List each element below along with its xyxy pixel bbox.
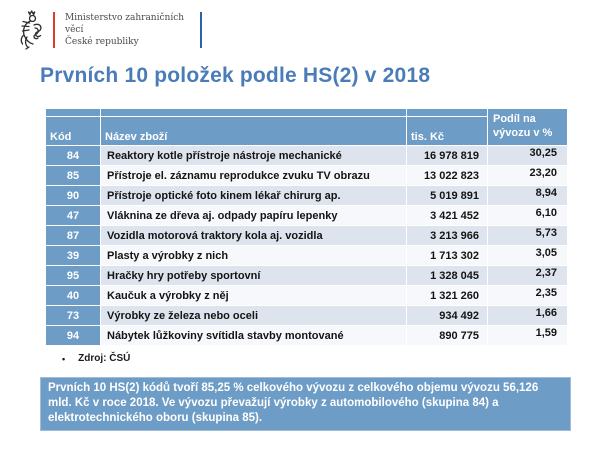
row-value-cell: 16 978 819 xyxy=(407,146,488,166)
table-row xyxy=(46,246,568,266)
column-header-share: Podíl na vývozu v % xyxy=(488,109,568,146)
table-row xyxy=(46,146,568,166)
row-value-cell: 1 713 302 xyxy=(407,246,488,266)
header-band-spacer xyxy=(46,109,101,117)
ministry-name xyxy=(65,12,192,48)
row-value-cell: 934 492 xyxy=(407,306,488,326)
header-band-spacer xyxy=(101,109,407,117)
table-row xyxy=(46,306,568,326)
row-name-cell: Reaktory kotle přístroje nástroje mechanické xyxy=(101,146,407,166)
row-code-cell: 40 xyxy=(46,286,101,306)
ministry-name-line2: České republiky xyxy=(65,37,139,47)
row-code-cell: 95 xyxy=(46,266,101,286)
ministry-logo-block xyxy=(14,9,202,51)
row-name-cell: Kaučuk a výrobky z něj xyxy=(101,286,407,306)
row-value-cell: 890 775 xyxy=(407,326,488,346)
row-code-cell: 84 xyxy=(46,146,101,166)
row-name-cell: Přístroje optické foto kinem lékař chirurg ap. xyxy=(101,186,407,206)
row-value-cell: 3 213 966 xyxy=(407,226,488,246)
row-share-cell: 1,66 xyxy=(488,306,568,326)
table-row xyxy=(46,266,568,286)
table-row xyxy=(46,326,568,346)
ministry-name-line1: Ministerstvo zahraničních věcí xyxy=(65,13,185,35)
row-value-cell: 5 019 891 xyxy=(407,186,488,206)
source-label: Zdroj: ČSÚ xyxy=(78,353,131,364)
page-title: Prvních 10 položek podle HS(2) v 2018 xyxy=(40,64,431,87)
column-header-code: Kód xyxy=(46,117,101,146)
hs2-table-wrap xyxy=(45,108,568,346)
row-name-cell: Hračky hry potřeby sportovní xyxy=(101,266,407,286)
row-name-cell: Výrobky ze železa nebo oceli xyxy=(101,306,407,326)
table-row xyxy=(46,186,568,206)
row-share-cell: 2,37 xyxy=(488,266,568,286)
row-share-cell: 5,73 xyxy=(488,226,568,246)
row-name-cell: Nábytek lůžkoviny svítidla stavby montované xyxy=(101,326,407,346)
row-value-cell: 1 321 260 xyxy=(407,286,488,306)
row-code-cell: 94 xyxy=(46,326,101,346)
logo-red-bar xyxy=(53,12,55,48)
row-share-cell: 3,05 xyxy=(488,246,568,266)
row-code-cell: 90 xyxy=(46,186,101,206)
row-share-cell: 1,59 xyxy=(488,326,568,346)
row-code-cell: 39 xyxy=(46,246,101,266)
bullet-icon: • xyxy=(62,353,66,364)
row-name-cell: Plasty a výrobky z nich xyxy=(101,246,407,266)
footer-note-box: Prvních 10 HS(2) kódů tvoří 85,25 % celkového vývozu z celkového objemu vývozu 56,126 mld. Kč v roce 2018. Ve vývozu převažují výrobky z automobilového (skupina 84) a elektrotechnického oboru (skupina 85). xyxy=(40,377,571,431)
row-value-cell: 13 022 823 xyxy=(407,166,488,186)
row-code-cell: 87 xyxy=(46,226,101,246)
source-line xyxy=(62,353,130,364)
table-row xyxy=(46,286,568,306)
row-code-cell: 47 xyxy=(46,206,101,226)
hs2-export-table xyxy=(45,108,568,346)
table-body xyxy=(46,146,568,346)
row-name-cell: Vozidla motorová traktory kola aj. vozidla xyxy=(101,226,407,246)
table-row xyxy=(46,206,568,226)
table-row xyxy=(46,226,568,246)
row-share-cell: 2,35 xyxy=(488,286,568,306)
row-name-cell: Vláknina ze dřeva aj. odpady papíru lepenky xyxy=(101,206,407,226)
row-code-cell: 73 xyxy=(46,306,101,326)
row-value-cell: 3 421 452 xyxy=(407,206,488,226)
row-value-cell: 1 328 045 xyxy=(407,266,488,286)
table-row xyxy=(46,166,568,186)
row-share-cell: 8,94 xyxy=(488,186,568,206)
czech-lion-emblem-icon xyxy=(14,9,48,51)
row-share-cell: 6,10 xyxy=(488,206,568,226)
row-share-cell: 30,25 xyxy=(488,146,568,166)
column-header-name: Název zboží xyxy=(101,117,407,146)
row-code-cell: 85 xyxy=(46,166,101,186)
row-name-cell: Přístroje el. záznamu reprodukce zvuku TV obrazu xyxy=(101,166,407,186)
logo-blue-bar xyxy=(200,12,202,48)
row-share-cell: 23,20 xyxy=(488,166,568,186)
column-header-value: tis. Kč xyxy=(407,117,488,146)
header-band-spacer xyxy=(407,109,488,117)
